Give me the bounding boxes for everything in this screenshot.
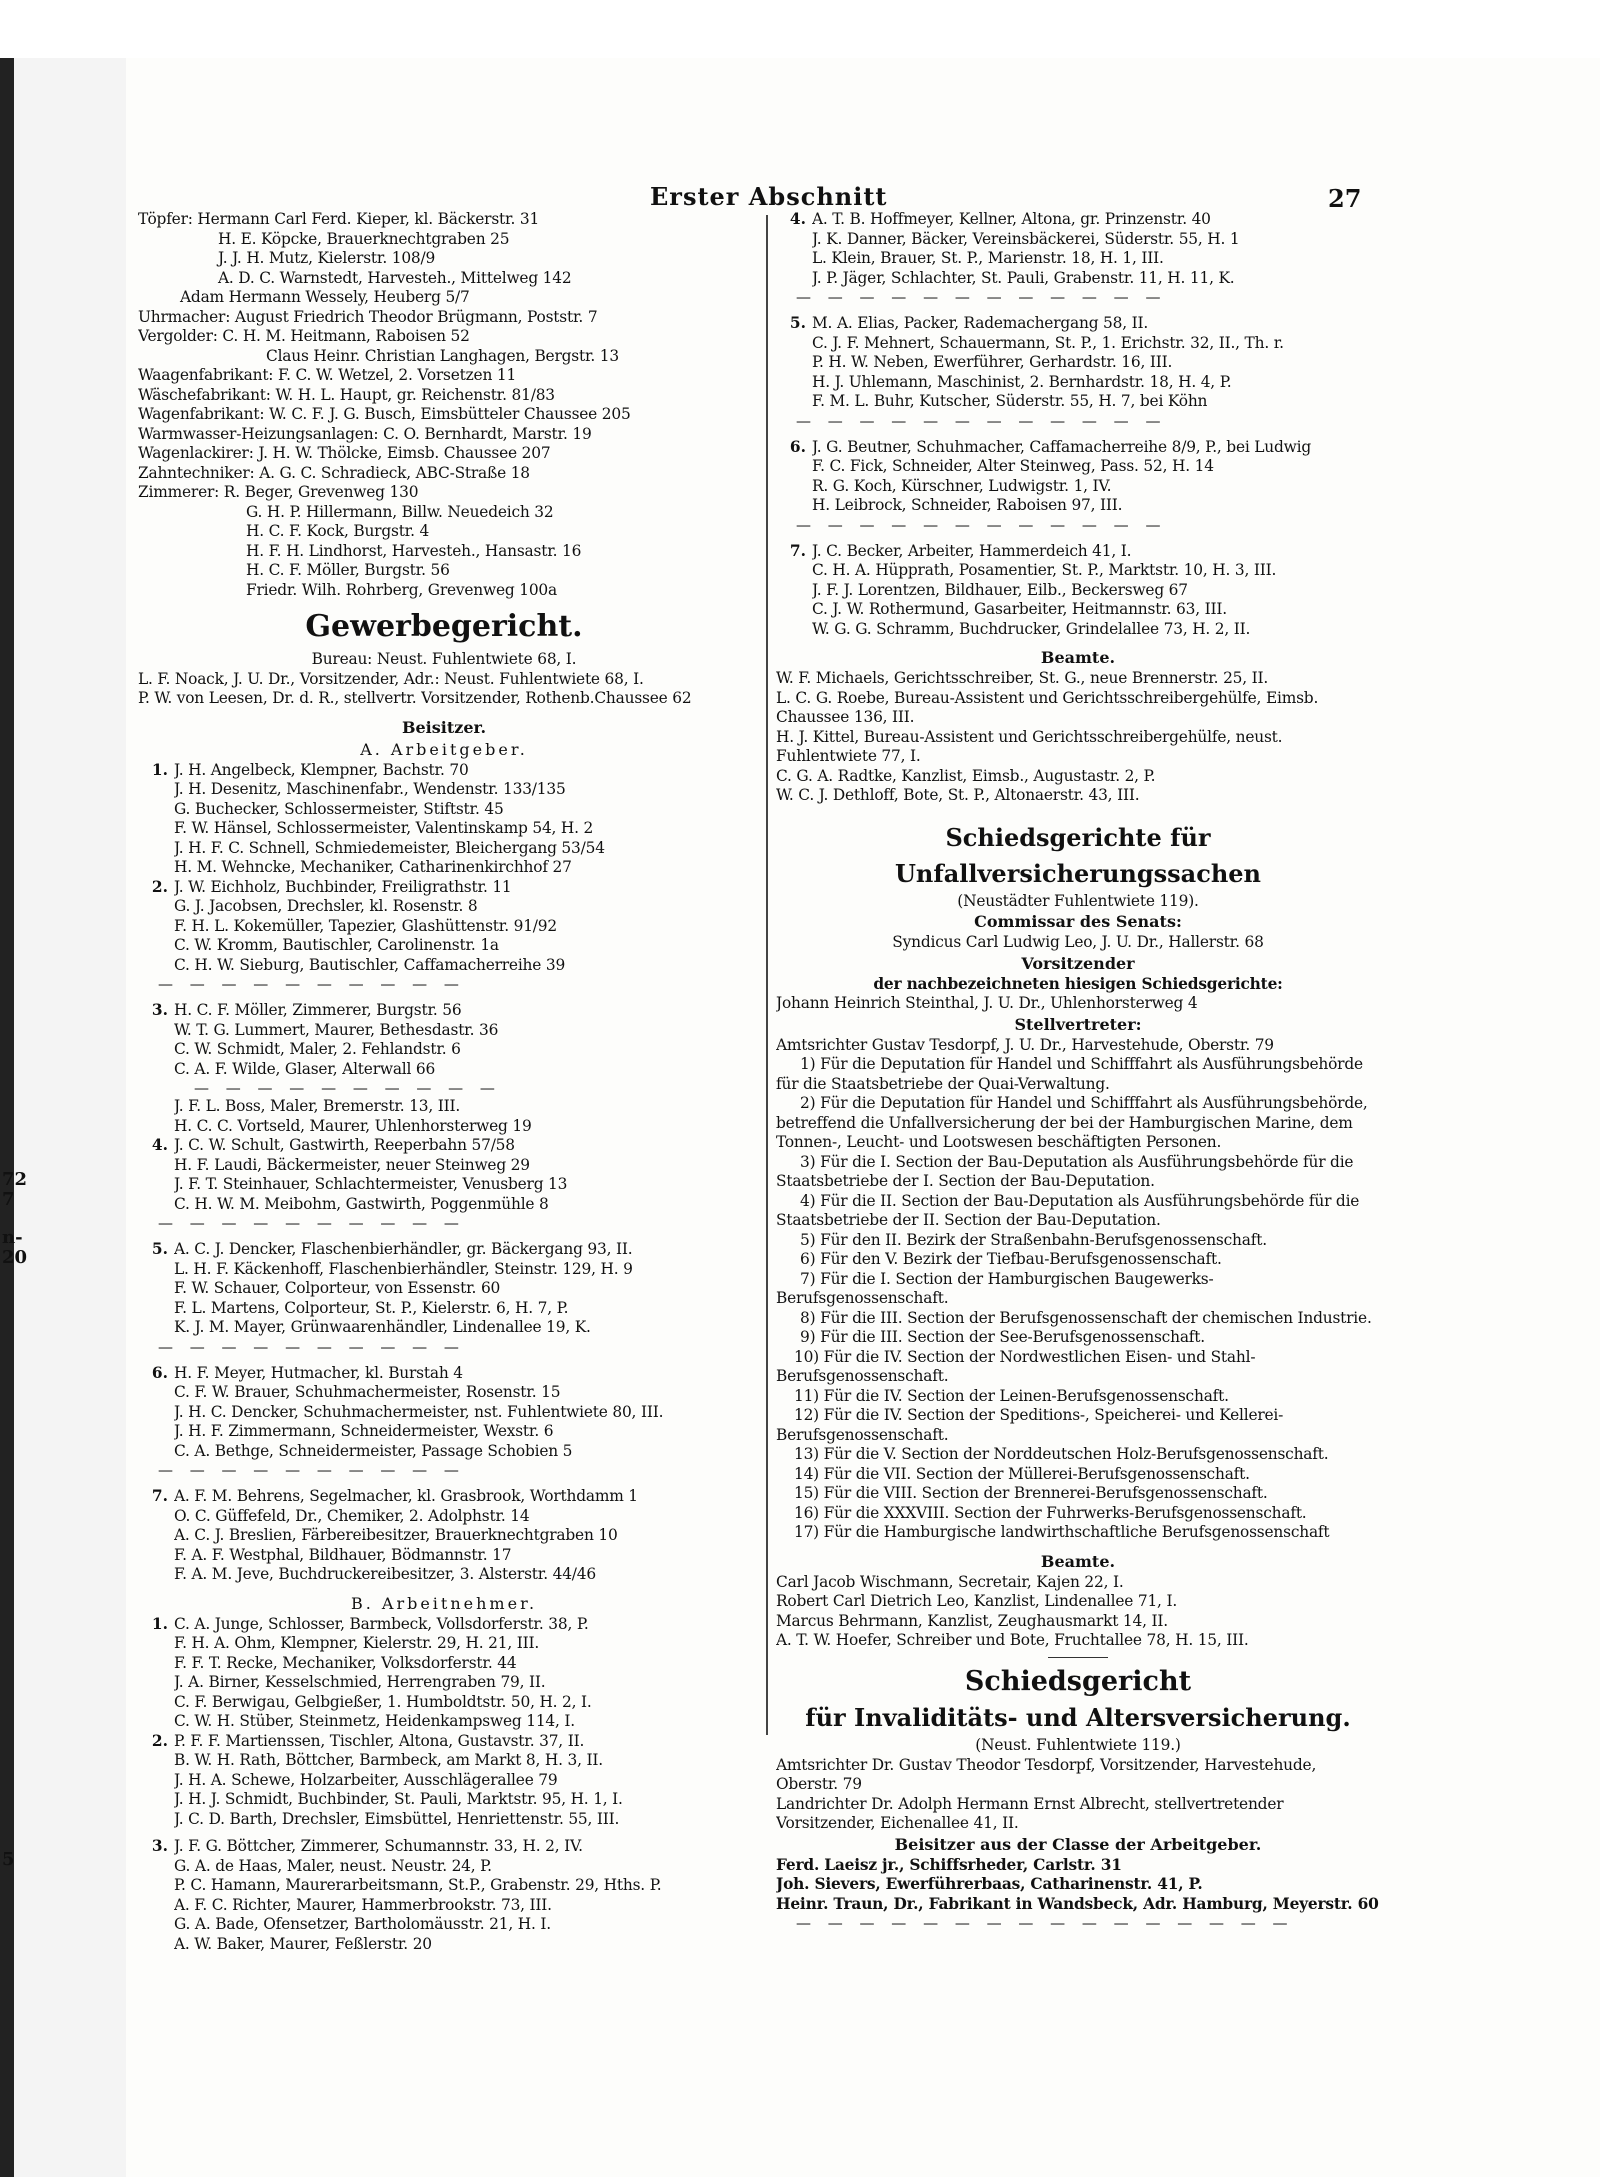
chair-subheading: der nachbezeichneten hiesigen Schiedsgerichte: xyxy=(873,974,1283,993)
list-item: 14) Für die VII. Section der Müllerei-Berufsgenossenschaft. xyxy=(794,1464,1250,1483)
list-item: 7) Für die I. Section der Hamburgischen Baugewerks-Berufsgenossenschaft. xyxy=(776,1269,1214,1307)
list-item: J. C. Becker, Arbeiter, Hammerdeich 41, I. xyxy=(812,541,1132,560)
list-item: F. M. L. Buhr, Kutscher, Süderstr. 55, H. 7, bei Köhn xyxy=(812,392,1208,410)
list-item: Joh. Sievers, Ewerführerbaas, Catharinenstr. 41, P. xyxy=(776,1875,1203,1893)
list-item: 4) Für die II. Section der Bau-Deputation als Ausführungsbehörde für die Staatsbetriebe der II. Section der Bau-Deputation. xyxy=(776,1191,1360,1229)
list-item: J. J. H. Mutz, Kielerstr. 108/9 xyxy=(218,249,436,267)
list-item: L. Klein, Brauer, St. P., Marienstr. 18, H. 1, III. xyxy=(812,249,1164,267)
list-item: J. H. A. Schewe, Holzarbeiter, Ausschlägerallee 79 xyxy=(174,1770,558,1789)
list-item: 1) Für die Deputation für Handel und Schifffahrt als Ausführungsbehörde für die Staatsbetriebe der Quai-Verwaltung. xyxy=(776,1055,1363,1093)
list-item: H. M. Wehncke, Mechaniker, Catharinenkirchhof 27 xyxy=(174,858,572,876)
edge-fragment: 20 xyxy=(2,1247,28,1268)
commissar-heading: Commissar des Senats: xyxy=(974,912,1182,931)
employee-group xyxy=(776,542,1380,640)
list-item: H. F. Meyer, Hutmacher, kl. Burstah 4 xyxy=(174,1363,463,1382)
list-item: Robert Carl Dietrich Leo, Kanzlist, Lindenallee 71, I. xyxy=(776,1592,1178,1610)
employer-group xyxy=(138,1001,750,1136)
list-item: H. J. Uhlemann, Maschinist, 2. Bernhardstr. 18, H. 4, P. xyxy=(812,372,1232,391)
list-item: G. J. Jacobsen, Drechsler, kl. Rosenstr. 8 xyxy=(174,897,478,915)
list-item: H. E. Köpcke, Brauerknechtgraben 25 xyxy=(218,229,510,248)
list-item: Amtsrichter Dr. Gustav Theodor Tesdorpf, Vorsitzender, Harvestehude, Oberstr. 79 xyxy=(776,1755,1317,1793)
list-item: C. W. H. Stüber, Steinmetz, Heidenkampsweg 114, I. xyxy=(174,1712,575,1730)
list-item: A. T. B. Hoffmeyer, Kellner, Altona, gr. Prinzenstr. 40 xyxy=(812,210,1211,228)
invaliditaet-heading-2: für Invaliditäts- und Altersversicherung. xyxy=(805,1703,1351,1732)
beisitzer-heading: Beisitzer aus der Classe der Arbeitgeber. xyxy=(894,1834,1262,1854)
list-item: H. C. F. Kock, Burgstr. 4 xyxy=(246,522,430,540)
list-item: C. W. Schmidt, Maler, 2. Fehlandstr. 6 xyxy=(174,1040,461,1058)
page-number: 27 xyxy=(1328,184,1362,213)
group-number: 5. xyxy=(789,314,806,332)
list-item: H. Leibrock, Schneider, Raboisen 97, III. xyxy=(812,496,1123,514)
list-item: F. C. Fick, Schneider, Alter Steinweg, Pass. 52, H. 14 xyxy=(812,457,1214,475)
list-item: J. F. L. Boss, Maler, Bremerstr. 13, III. xyxy=(174,1097,461,1115)
list-item: G. A. de Haas, Maler, neust. Neustr. 24, P. xyxy=(174,1856,492,1875)
list-item: 8) Für die III. Section der Berufsgenossenschaft der chemischen Industrie. xyxy=(800,1308,1372,1327)
edge-fragment: 7 xyxy=(2,1189,15,1210)
previous-page-edge xyxy=(14,58,126,2177)
group-number: 5. xyxy=(151,1240,168,1258)
list-item: 11) Für die IV. Section der Leinen-Berufsgenossenschaft. xyxy=(794,1386,1229,1405)
list-item: W. T. G. Lummert, Maurer, Bethesdastr. 36 xyxy=(174,1020,499,1039)
group-number: 4. xyxy=(789,210,806,228)
chair-entry: L. F. Noack, J. U. Dr., Vorsitzender, Adr.: Neust. Fuhlentwiete 68, I. xyxy=(138,669,644,688)
unfall-schiedsgericht-heading: Schiedsgerichte für Unfallversicherungssachen xyxy=(895,822,1261,888)
list-item: H. C. F. Möller, Zimmerer, Burgstr. 56 xyxy=(174,1001,462,1019)
list-item: 16) Für die XXXVIII. Section der Fuhrwerks-Berufsgenossenschaft. xyxy=(794,1503,1307,1522)
section-rule xyxy=(1048,1657,1108,1659)
list-item: C. H. A. Hüpprath, Posamentier, St. P., Marktstr. 10, H. 3, III. xyxy=(812,561,1277,579)
list-item: C. W. Kromm, Bautischler, Carolinenstr. 1a xyxy=(174,936,499,954)
list-item: J. C. D. Barth, Drechsler, Eimsbüttel, Henriettenstr. 55, III. xyxy=(174,1809,620,1828)
employee-group xyxy=(776,438,1380,516)
list-item: Ferd. Laeisz jr., Schiffsrheder, Carlstr. 31 xyxy=(776,1855,1122,1874)
list-item: Töpfer: Hermann Carl Ferd. Kieper, kl. Bäckerstr. 31 xyxy=(138,210,540,228)
chair-entry: P. W. von Leesen, Dr. d. R., stellvertr. Vorsitzender, Rothenb.Chaussee 62 xyxy=(138,689,692,707)
list-item: 10) Für die IV. Section der Nordwestlichen Eisen- und Stahl-Berufsgenossenschaft. xyxy=(776,1347,1256,1385)
column-divider xyxy=(766,215,768,1735)
list-item: 9) Für die III. Section der See-Berufsgenossenschaft. xyxy=(800,1328,1205,1346)
group-number: 2. xyxy=(151,877,168,896)
list-item: H. F. H. Lindhorst, Harvesteh., Hansastr. 16 xyxy=(246,541,582,560)
edge-fragment: 5 xyxy=(2,1849,15,1870)
list-item: Heinr. Traun, Dr., Fabrikant in Wandsbeck, Adr. Hamburg, Meyerstr. 60 xyxy=(776,1894,1379,1913)
list-item: J. H. F. C. Schnell, Schmiedemeister, Bleichergang 53/54 xyxy=(174,838,605,857)
separator-dashes: — — — — — — — — — — — — — — — — xyxy=(796,1914,1294,1932)
list-item: R. G. Koch, Kürschner, Ludwigstr. 1, IV. xyxy=(812,476,1112,495)
list-item: C. G. A. Radtke, Kanzlist, Eimsb., Augustastr. 2, P. xyxy=(776,766,1156,785)
list-item: J. H. Angelbeck, Klempner, Bachstr. 70 xyxy=(174,760,469,779)
list-item: W. C. J. Dethloff, Bote, St. P., Altonaerstr. 43, III. xyxy=(776,786,1140,804)
bureau-address: Bureau: Neust. Fuhlentwiete 68, I. xyxy=(311,650,577,668)
group-number: 3. xyxy=(151,1001,168,1019)
list-item: M. A. Elias, Packer, Rademachergang 58, II. xyxy=(812,314,1149,332)
chair-entry: Johann Heinrich Steinthal, J. U. Dr., Uhlenhorsterweg 4 xyxy=(776,994,1198,1012)
invaliditaet-heading-1: Schiedsgericht xyxy=(964,1666,1192,1697)
group-number: 7. xyxy=(789,541,806,560)
list-item: Wäschefabrikant: W. H. L. Haupt, gr. Reichenstr. 81/83 xyxy=(138,385,555,404)
list-item: K. J. M. Mayer, Grünwaarenhändler, Lindenallee 19, K. xyxy=(174,1318,591,1336)
employer-group xyxy=(138,1240,750,1338)
list-item: A. W. Baker, Maurer, Feßlerstr. 20 xyxy=(174,1934,432,1953)
list-item: Zahntechniker: A. G. C. Schradieck, ABC-Straße 18 xyxy=(138,463,530,482)
list-item: O. C. Güffefeld, Dr., Chemiker, 2. Adolphstr. 14 xyxy=(174,1506,530,1525)
list-item: 3) Für die I. Section der Bau-Deputation als Ausführungsbehörde für die Staatsbetriebe der I. Section der Bau-Deputation. xyxy=(776,1152,1354,1190)
beamte-heading: Beamte. xyxy=(1040,1551,1116,1571)
list-item: W. F. Michaels, Gerichtsschreiber, St. G., neue Brennerstr. 25, II. xyxy=(776,669,1269,687)
list-item: F. W. Schauer, Colporteur, von Essenstr. 60 xyxy=(174,1279,501,1297)
list-item: 6) Für den V. Bezirk der Tiefbau-Berufsgenossenschaft. xyxy=(800,1250,1222,1268)
employee-group xyxy=(138,1732,750,1830)
list-item: C. H. W. Sieburg, Bautischler, Caffamacherreihe 39 xyxy=(174,955,566,974)
list-item: G. A. Bade, Ofensetzer, Bartholomäusstr. 21, H. I. xyxy=(174,1915,551,1933)
list-item: F. H. A. Ohm, Klempner, Kielerstr. 29, H. 21, III. xyxy=(174,1634,540,1652)
list-item: J. A. Birner, Kesselschmied, Herrengraben 79, II. xyxy=(174,1673,546,1691)
list-item: J. F. T. Steinhauer, Schlachtermeister, Venusberg 13 xyxy=(174,1175,568,1193)
separator-dashes: — — — — — — — — — — xyxy=(194,1079,501,1097)
list-item: A. F. M. Behrens, Segelmacher, kl. Grasbrook, Worthdamm 1 xyxy=(174,1487,638,1505)
list-item: C. F. W. Brauer, Schuhmachermeister, Rosenstr. 15 xyxy=(174,1383,561,1401)
list-item: G. H. P. Hillermann, Billw. Neuedeich 32 xyxy=(246,502,554,521)
chair-heading: Vorsitzender xyxy=(1021,953,1135,973)
list-item: J. W. Eichholz, Buchbinder, Freiligrathstr. 11 xyxy=(174,877,512,896)
left-column xyxy=(138,210,750,1954)
list-item: 5) Für den II. Bezirk der Straßenbahn-Berufsgenossenschaft. xyxy=(800,1230,1267,1249)
address: (Neust. Fuhlentwiete 119.) xyxy=(975,1736,1181,1754)
employer-group xyxy=(138,1364,750,1462)
employer-group xyxy=(138,1487,750,1585)
separator-dashes: — — — — — — — — — — xyxy=(158,1461,465,1479)
right-column xyxy=(776,210,1380,1932)
section-title: Erster Abschnitt xyxy=(650,182,888,211)
list-item: C. F. Berwigau, Gelbgießer, 1. Humboldtstr. 50, H. 2, I. xyxy=(174,1692,592,1711)
group-number: 2. xyxy=(151,1731,168,1750)
list-item: J. H. F. Zimmermann, Schneidermeister, Wexstr. 6 xyxy=(174,1422,554,1440)
list-item: A. C. J. Dencker, Flaschenbierhändler, gr. Bäckergang 93, II. xyxy=(174,1240,633,1258)
separator-dashes: — — — — — — — — — — xyxy=(158,1214,465,1232)
list-item: C. J. W. Rothermund, Gasarbeiter, Heitmannstr. 63, III. xyxy=(812,600,1227,618)
beamte-heading: Beamte. xyxy=(1040,648,1116,667)
list-item: L. H. F. Käckenhoff, Flaschenbierhändler, Steinstr. 129, H. 9 xyxy=(174,1259,633,1278)
employees-heading: B. Arbeitnehmer. xyxy=(350,1593,538,1613)
address: (Neustädter Fuhlentwiete 119). xyxy=(957,891,1199,910)
edge-fragment: 72 xyxy=(2,1169,28,1190)
separator-dashes: — — — — — — — — — — — — xyxy=(796,288,1167,306)
list-item: J. H. Desenitz, Maschinenfabr., Wendenstr. 133/135 xyxy=(174,780,566,798)
employer-group xyxy=(138,1136,750,1214)
trade-list xyxy=(138,210,750,600)
list-item: J. F. G. Böttcher, Zimmerer, Schumannstr. 33, H. 2, IV. xyxy=(174,1837,583,1855)
list-item: F. F. T. Recke, Mechaniker, Volksdorferstr. 44 xyxy=(174,1653,517,1672)
list-item: Wagenfabrikant: W. C. F. J. G. Busch, Eimsbütteler Chaussee 205 xyxy=(138,405,631,423)
group-number: 3. xyxy=(151,1837,168,1855)
list-item: J. H. J. Schmidt, Buchbinder, St. Pauli, Marktstr. 95, H. 1, I. xyxy=(174,1790,623,1808)
deputy-heading: Stellvertreter: xyxy=(1014,1014,1142,1034)
beisitzer-heading: Beisitzer. xyxy=(401,717,487,737)
list-item: J. C. W. Schult, Gastwirth, Reeperbahn 57/58 xyxy=(174,1136,515,1154)
list-item: Marcus Behrmann, Kanzlist, Zeughausmarkt 14, II. xyxy=(776,1611,1168,1630)
group-number: 6. xyxy=(789,437,806,456)
list-item: Warmwasser-Heizungsanlagen: C. O. Bernhardt, Marstr. 19 xyxy=(138,424,592,443)
list-item: G. Buchecker, Schlossermeister, Stiftstr. 45 xyxy=(174,799,504,818)
employee-group xyxy=(776,314,1380,412)
group-number: 7. xyxy=(151,1487,168,1505)
list-item: A. D. C. Warnstedt, Harvesteh., Mittelweg 142 xyxy=(218,268,572,287)
list-item: Zimmerer: R. Beger, Grevenweg 130 xyxy=(138,483,419,501)
list-item: F. H. L. Kokemüller, Tapezier, Glashüttenstr. 91/92 xyxy=(174,916,557,935)
list-item: P. H. W. Neben, Ewerführer, Gerhardstr. 16, III. xyxy=(812,353,1173,371)
list-item: F. A. F. Westphal, Bildhauer, Bödmannstr. 17 xyxy=(174,1545,512,1564)
list-item: H. C. C. Vortseld, Maurer, Uhlenhorsterweg 19 xyxy=(174,1116,532,1135)
list-item: F. W. Hänsel, Schlossermeister, Valentinskamp 54, H. 2 xyxy=(174,819,594,837)
group-number: 1. xyxy=(151,1614,168,1633)
list-item: Uhrmacher: August Friedrich Theodor Brügmann, Poststr. 7 xyxy=(138,307,598,326)
list-item: W. G. G. Schramm, Buchdrucker, Grindelallee 73, H. 2, II. xyxy=(812,619,1251,638)
gewerbegericht-heading: Gewerbegericht. xyxy=(305,609,583,644)
list-item: 2) Für die Deputation für Handel und Schifffahrt als Ausführungsbehörde, betreffend die Unfallversicherung der bei der Hamburgischen Marine, dem Tonnen-, Leucht- und Lootswesen beschäftigten Personen. xyxy=(776,1094,1368,1151)
list-item: Wagenlackirer: J. H. W. Thölcke, Eimsb. Chaussee 207 xyxy=(138,444,551,462)
list-item: F. A. M. Jeve, Buchdruckereibesitzer, 3. Alsterstr. 44/46 xyxy=(174,1565,596,1583)
list-item: J. P. Jäger, Schlachter, St. Pauli, Grabenstr. 11, H. 11, K. xyxy=(812,268,1235,287)
commissar-entry: Syndicus Carl Ludwig Leo, J. U. Dr., Hallerstr. 68 xyxy=(892,933,1264,951)
list-item: A. F. C. Richter, Maurer, Hammerbrookstr. 73, III. xyxy=(174,1895,552,1914)
group-number: 6. xyxy=(151,1363,168,1382)
list-item: J. H. C. Dencker, Schuhmachermeister, nst. Fuhlentwiete 80, III. xyxy=(174,1402,664,1421)
list-item: 12) Für die IV. Section der Speditions-, Speicherei- und Kellerei-Berufsgenossenschaft. xyxy=(776,1406,1284,1444)
employers-heading: A. Arbeitgeber. xyxy=(360,739,528,759)
list-item: Carl Jacob Wischmann, Secretair, Kajen 22, I. xyxy=(776,1572,1124,1591)
list-item: Waagenfabrikant: F. C. W. Wetzel, 2. Vorsetzen 11 xyxy=(138,366,517,384)
group-number: 4. xyxy=(151,1136,168,1154)
employer-group xyxy=(138,761,750,878)
list-item: 15) Für die VIII. Section der Brennerei-Berufsgenossenschaft. xyxy=(794,1484,1268,1502)
list-item: Claus Heinr. Christian Langhagen, Bergstr. 13 xyxy=(266,346,619,365)
list-item: A. T. W. Hoefer, Schreiber und Bote, Fruchtallee 78, H. 15, III. xyxy=(776,1631,1249,1649)
list-item: J. F. J. Lorentzen, Bildhauer, Eilb., Beckersweg 67 xyxy=(812,580,1188,599)
list-item: C. J. F. Mehnert, Schauermann, St. P., 1. Erichstr. 32, II., Th. r. xyxy=(812,333,1284,352)
list-item: H. C. F. Möller, Burgstr. 56 xyxy=(246,561,450,579)
list-item: C. A. Junge, Schlosser, Barmbeck, Vollsdorferstr. 38, P. xyxy=(174,1614,589,1633)
employee-group xyxy=(138,1837,750,1954)
separator-dashes: — — — — — — — — — — — — xyxy=(796,515,1167,534)
list-item: B. W. H. Rath, Böttcher, Barmbeck, am Markt 8, H. 3, II. xyxy=(174,1751,603,1769)
list-item: P. F. F. Martienssen, Tischler, Altona, Gustavstr. 37, II. xyxy=(174,1731,585,1750)
list-item: C. H. W. M. Meibohm, Gastwirth, Poggenmühle 8 xyxy=(174,1194,549,1213)
list-item: J. G. Beutner, Schuhmacher, Caffamacherreihe 8/9, P., bei Ludwig xyxy=(812,437,1311,456)
list-item: J. K. Danner, Bäcker, Vereinsbäckerei, Süderstr. 55, H. 1 xyxy=(812,229,1240,248)
list-item: 17) Für die Hamburgische landwirthschaftliche Berufsgenossenschaft xyxy=(794,1523,1330,1541)
employee-group xyxy=(138,1615,750,1732)
group-number: 1. xyxy=(151,760,168,779)
deputy-entry: Amtsrichter Gustav Tesdorpf, J. U. Dr., Harvestehude, Oberstr. 79 xyxy=(776,1035,1274,1054)
separator-dashes: — — — — — — — — — — xyxy=(158,975,465,993)
page-header xyxy=(0,182,1600,212)
separator-dashes: — — — — — — — — — — — — xyxy=(796,411,1167,430)
list-item: L. C. G. Roebe, Bureau-Assistent und Gerichtsschreibergehülfe, Eimsb. Chaussee 136, III. xyxy=(776,688,1319,726)
list-item: Landrichter Dr. Adolph Hermann Ernst Albrecht, stellvertretender Vorsitzender, Eichenallee 41, II. xyxy=(776,1794,1284,1832)
list-item: A. C. J. Breslien, Färbereibesitzer, Brauerknechtgraben 10 xyxy=(174,1526,618,1544)
list-item: 13) Für die V. Section der Norddeutschen Holz-Berufsgenossenschaft. xyxy=(794,1445,1329,1463)
list-item: C. A. Bethge, Schneidermeister, Passage Schobien 5 xyxy=(174,1441,573,1460)
list-item: P. C. Hamann, Maurerarbeitsmann, St.P., Grabenstr. 29, Hths. P. xyxy=(174,1876,662,1894)
separator-dashes: — — — — — — — — — — xyxy=(158,1337,465,1356)
list-item: Vergolder: C. H. M. Heitmann, Raboisen 52 xyxy=(138,327,470,345)
employer-group xyxy=(138,878,750,976)
list-item: Adam Hermann Wessely, Heuberg 5/7 xyxy=(180,288,470,306)
edge-fragment: n- xyxy=(2,1227,23,1248)
employee-group xyxy=(776,210,1380,288)
list-item: H. J. Kittel, Bureau-Assistent und Gerichtsschreibergehülfe, neust. Fuhlentwiete 77, I. xyxy=(776,727,1283,765)
list-item: F. L. Martens, Colporteur, St. P., Kielerstr. 6, H. 7, P. xyxy=(174,1298,569,1317)
list-item: H. F. Laudi, Bäckermeister, neuer Steinweg 29 xyxy=(174,1155,530,1174)
list-item: C. A. F. Wilde, Glaser, Alterwall 66 xyxy=(174,1059,436,1078)
list-item: Friedr. Wilh. Rohrberg, Grevenweg 100a xyxy=(246,580,557,599)
